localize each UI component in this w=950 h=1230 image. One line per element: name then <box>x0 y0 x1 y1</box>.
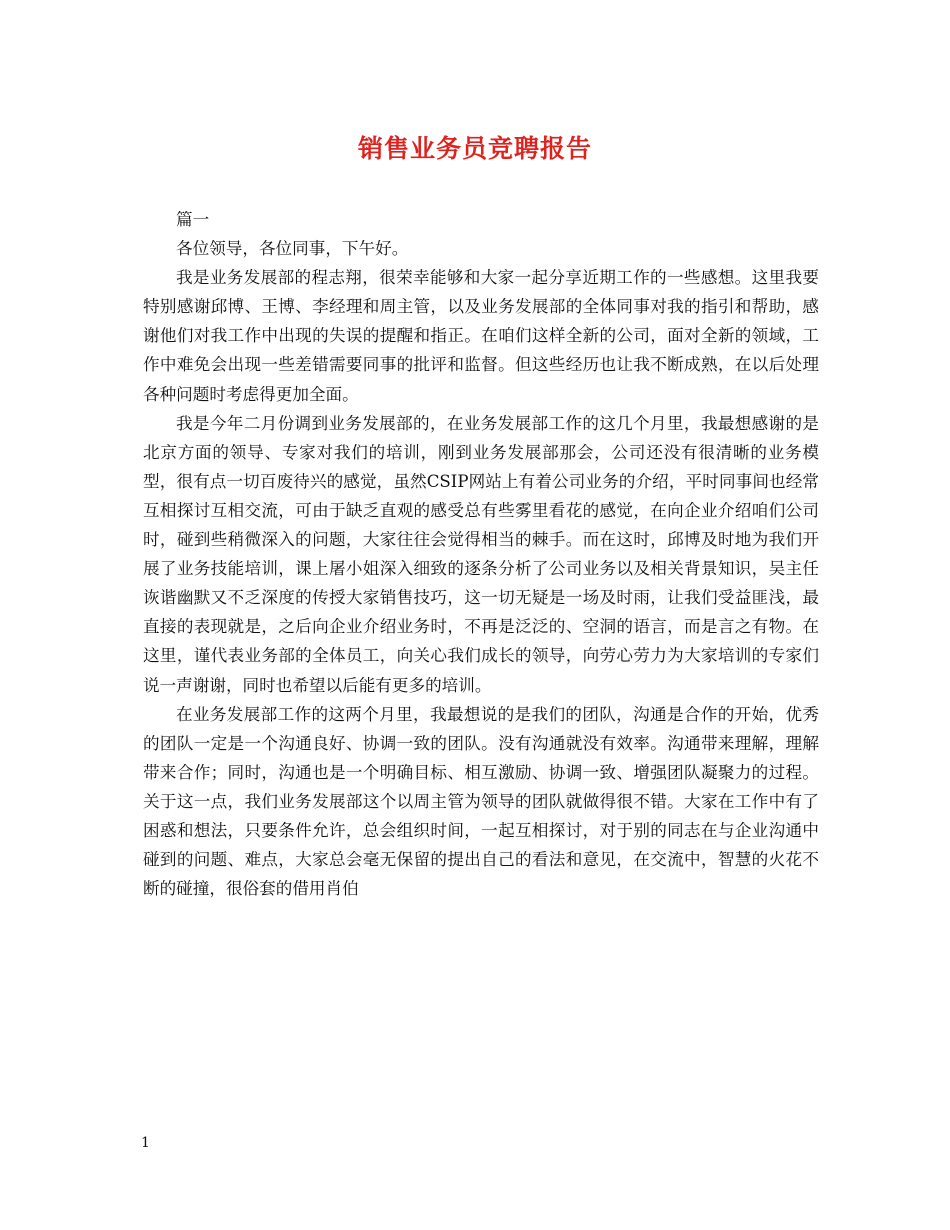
section-heading: 篇一 <box>176 210 210 229</box>
page-number: 1 <box>141 1135 150 1151</box>
body-paragraph: 在业务发展部工作的这两个月里，我最想说的是我们的团队，沟通是合作的开始，优秀的团队一定是一个沟通良好、协调一致的团队。没有沟通就没有效率。沟通带来理解，理解带来合作；同时，沟通也是一个明确目标、相互激励、协调一致、增强团队凝聚力的过程。关于这一点，我们业务发展部这个以周主管为领导的团队就做得很不错。大家在工作中有了困惑和想法，只要条件允许，总会组织时间，一起互相探讨，对于别的同志在与企业沟通中碰到的问题、难点，大家总会毫无保留的提出自己的看法和意见，在交流中，智慧的火花不断的碰撞，很俗套的借用肖伯 <box>143 704 819 899</box>
body-paragraph: 我是业务发展部的程志翔，很荣幸能够和大家一起分享近期工作的一些感想。这里我要特别感谢邱博、王博、李经理和周主管，以及业务发展部的全体同事对我的指引和帮助，感谢他们对我工作中出现的失误的提醒和指正。在咱们这样全新的公司，面对全新的领域，工作中难免会出现一些差错需要同事的批评和监督。但这些经历也让我不断成熟，在以后处理各种问题时考虑得更加全面。 <box>143 268 819 404</box>
greeting-paragraph: 各位领导，各位同事，下午好。 <box>176 239 409 259</box>
document-body <box>143 205 819 903</box>
body-paragraph: 我是今年二月份调到业务发展部的，在业务发展部工作的这几个月里，我最想感谢的是北京方面的领导、专家对我们的培训，刚到业务发展部那会，公司还没有很清晰的业务模型，很有点一切百废待兴的感觉，虽然CSIP网站上有着公司业务的介绍，平时同事间也经常互相探讨互相交流，可由于缺乏直观的感受总有些雾里看花的感觉，在向企业介绍咱们公司时，碰到些稍微深入的问题，大家往往会觉得相当的棘手。而在这时，邱博及时地为我们开展了业务技能培训，课上屠小姐深入细致的逐条分析了公司业务以及相关背景知识，吴主任诙谐幽默又不乏深度的传授大家销售技巧，这一切无疑是一场及时雨，让我们受益匪浅，最直接的表现就是，之后向企业介绍业务时，不再是泛泛的、空洞的语言，而是言之有物。在这里，谨代表业务部的全体员工，向关心我们成长的领导，向劳心劳力为大家培训的专家们说一声谢谢，同时也希望以后能有更多的培训。 <box>143 413 819 695</box>
document-title: 销售业务员竞聘报告 <box>357 134 592 163</box>
